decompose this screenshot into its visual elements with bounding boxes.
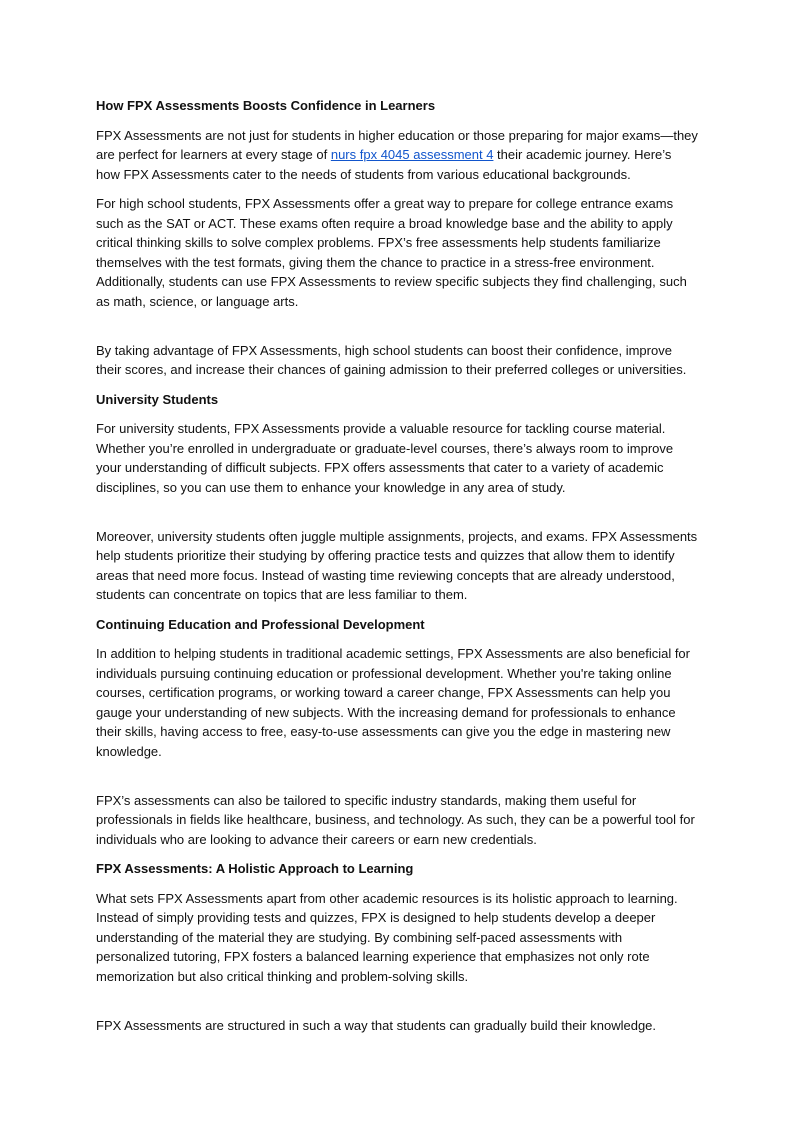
holistic-paragraph: What sets FPX Assessments apart from other academic resources is its holistic approach to learning. Instead of simply providing tests and quizzes, FPX is designed to help students develop a deeper understanding of the material they are studying. By combining self-paced assessments with personalized tutoring, FPX fosters a balanced learning experience that emphasizes not only rote memorization but also critical thinking and problem-solving skills. (96, 890, 678, 984)
assessment-link[interactable]: nurs fpx 4045 assessment 4 (330, 147, 494, 162)
high-school-benefit-paragraph: By taking advantage of FPX Assessments, high school students can boost their confidence, improve their scores, and increase their chances of gaining admission to their preferred colleges or universities. (96, 342, 687, 377)
university-prioritize-paragraph: Moreover, university students often juggle multiple assignments, projects, and exams. FPX Assessments help students prioritize their studying by offering practice tests and quizzes that allow them to identify areas that need more focus. Instead of wasting time reviewing concepts that are already understood, students can concentrate on topics that are less familiar to them. (96, 528, 698, 602)
section-heading-continuing-education: Continuing Education and Professional Development (96, 616, 425, 632)
intro-text-before-link: FPX Assessments are not just for students in higher education or those preparing for major exams—they are perfect for learners at every stage of (96, 127, 698, 162)
university-paragraph: For university students, FPX Assessments provide a valuable resource for tackling course material. Whether you’re enrolled in undergraduate or graduate-level courses, there’s always room to improve your understanding of difficult subjects. FPX offers assessments that cater to a variety of academic disciplines, so you can use them to enhance your knowledge in any area of study. (96, 421, 674, 495)
paragraph-spacer (96, 321, 698, 341)
paragraph-spacer (96, 771, 698, 791)
intro-text-after-link: their academic journey. Here’s how FPX Assessments cater to the needs of students from various educational backgrounds. (96, 147, 672, 182)
industry-standards-paragraph: FPX’s assessments can also be tailored to specific industry standards, making them useful for professionals in fields like healthcare, business, and technology. As such, they can be a powerful tool for individuals who are looking to advance their careers or earn new credentials. (96, 792, 695, 847)
section-heading-holistic: FPX Assessments: A Holistic Approach to Learning (96, 861, 414, 876)
document-page (96, 96, 698, 1045)
section-heading-confidence: How FPX Assessments Boosts Confidence in Learners (96, 98, 436, 113)
continuing-education-paragraph: In addition to helping students in traditional academic settings, FPX Assessments are also beneficial for individuals pursuing continuing education or professional development. Whether you're taking online courses, certification programs, or working toward a career change, FPX Assessments can help you gauge your understanding of new subjects. With the increasing demand for professionals to enhance their skills, having access to free, easy-to-use assessments can give you the edge in mastering new knowledge. (96, 646, 690, 759)
paragraph-spacer (96, 996, 698, 1016)
paragraph-spacer (96, 507, 698, 527)
structured-paragraph: FPX Assessments are structured in such a way that students can gradually build their knowledge. (96, 1017, 657, 1033)
section-heading-university: University Students (96, 391, 219, 407)
high-school-paragraph: For high school students, FPX Assessments offer a great way to prepare for college entrance exams such as the SAT or ACT. These exams often require a broad knowledge base and the ability to apply critical thinking skills to solve complex problems. FPX’s free assessments help students familiarize themselves with the test formats, giving them the chance to practice in a stress-free environment. Additionally, students can use FPX Assessments to review specific subjects they find challenging, such as math, science, or language arts. (96, 196, 687, 309)
intro-paragraph (96, 126, 698, 185)
